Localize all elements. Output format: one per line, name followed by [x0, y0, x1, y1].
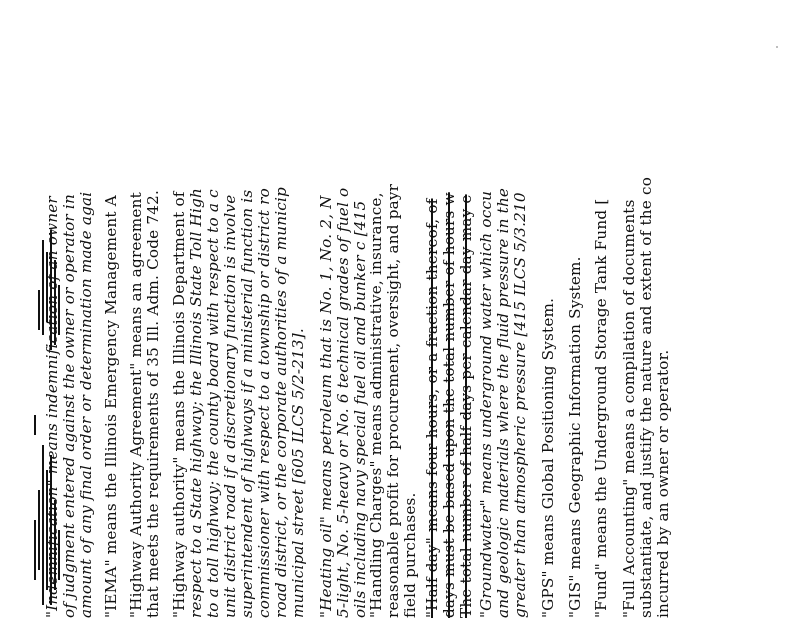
text-line: "Full Accounting" means a compilation of documents	[620, 199, 638, 618]
text-line: substantiate, and justify the nature and extent of the co	[637, 176, 655, 618]
paragraph-groundwater	[478, 0, 529, 618]
paragraph-full-accounting	[621, 0, 672, 618]
text-line: "GPS" means Global Positioning System.	[539, 297, 557, 618]
text-line: to a toll highway; the county board with respect to a c	[204, 189, 222, 618]
text-line: days must be based upon the total number of hours w	[440, 192, 458, 618]
text-line: The total number of half days per calendar day may e	[457, 194, 475, 618]
text-line: respect to a State highway; the Illinois State Toll High	[187, 188, 205, 618]
text-line: "GIS" means Geographic Information System.	[566, 256, 584, 618]
paragraph-highway-authority	[171, 0, 307, 618]
paragraph-gps	[540, 0, 557, 618]
scan-speck	[776, 46, 778, 48]
text-line: oils including navy special fuel oil and bunker c [415	[351, 200, 369, 618]
text-line: field purchases.	[401, 492, 419, 618]
text-line: "Half day" means four hours, or a fraction thereof, of	[423, 198, 441, 618]
text-line: superintendent of highways if a ministerial function is	[238, 189, 256, 618]
text-line: "Heating oil" means petroleum that is No. 1, No. 2, N	[317, 195, 335, 618]
text-line: and geologic materials where the fluid pressure in the	[494, 187, 512, 618]
text-line: unit district road if a discretionary function is involve	[221, 194, 239, 618]
paragraph-handling-charges	[368, 0, 419, 618]
text-line: municipal street [605 ILCS 5/2-213].	[289, 328, 307, 618]
text-line: "Indemnification" means indemnification of an owner	[43, 196, 61, 618]
paragraph-indemnification	[44, 0, 95, 618]
text-line: "Handling Charges" means administrative, insurance,	[367, 192, 385, 618]
rotated-text-block	[43, 0, 698, 618]
paragraph-highway-authority-agreement	[128, 0, 162, 618]
paragraph-half-day	[424, 0, 475, 618]
text-line: of judgment entered against the owner or operator in	[60, 194, 78, 618]
text-line: amount of any final order or determination made agai	[77, 191, 95, 618]
paragraph-gis	[567, 0, 584, 618]
text-line: "IEMA" means the Illinois Emergency Management A	[102, 195, 120, 618]
text-line: incurred by an owner or operator.	[654, 349, 672, 618]
text-line: "Highway Authority Agreement" means an agreement	[127, 192, 145, 618]
text-line: reasonable profit for procurement, oversight, and payr	[384, 183, 402, 618]
text-line: "Fund" means the Underground Storage Tank Fund [	[592, 198, 610, 618]
paragraph-heating-oil	[318, 0, 369, 618]
paragraph-iema	[103, 0, 120, 618]
text-line: commissioner with respect to a township or district ro	[255, 188, 273, 618]
text-line: greater than atmospheric pressure [415 ILCS 5/3.210	[511, 192, 529, 618]
paragraph-fund	[593, 0, 610, 618]
text-line: "Groundwater" means underground water which occu	[477, 190, 495, 618]
page-header	[674, 0, 691, 618]
text-line: 5-light, No. 5-heavy or No. 6 technical grades of fuel o	[334, 187, 352, 618]
text-line: road district, or the corporate authorities of a municip	[272, 187, 290, 618]
text-line: "Highway authority" means the Illinois Department of	[170, 191, 188, 618]
text-line: that meets the requirements of 35 Ill. Adm. Code 742.	[144, 189, 162, 618]
